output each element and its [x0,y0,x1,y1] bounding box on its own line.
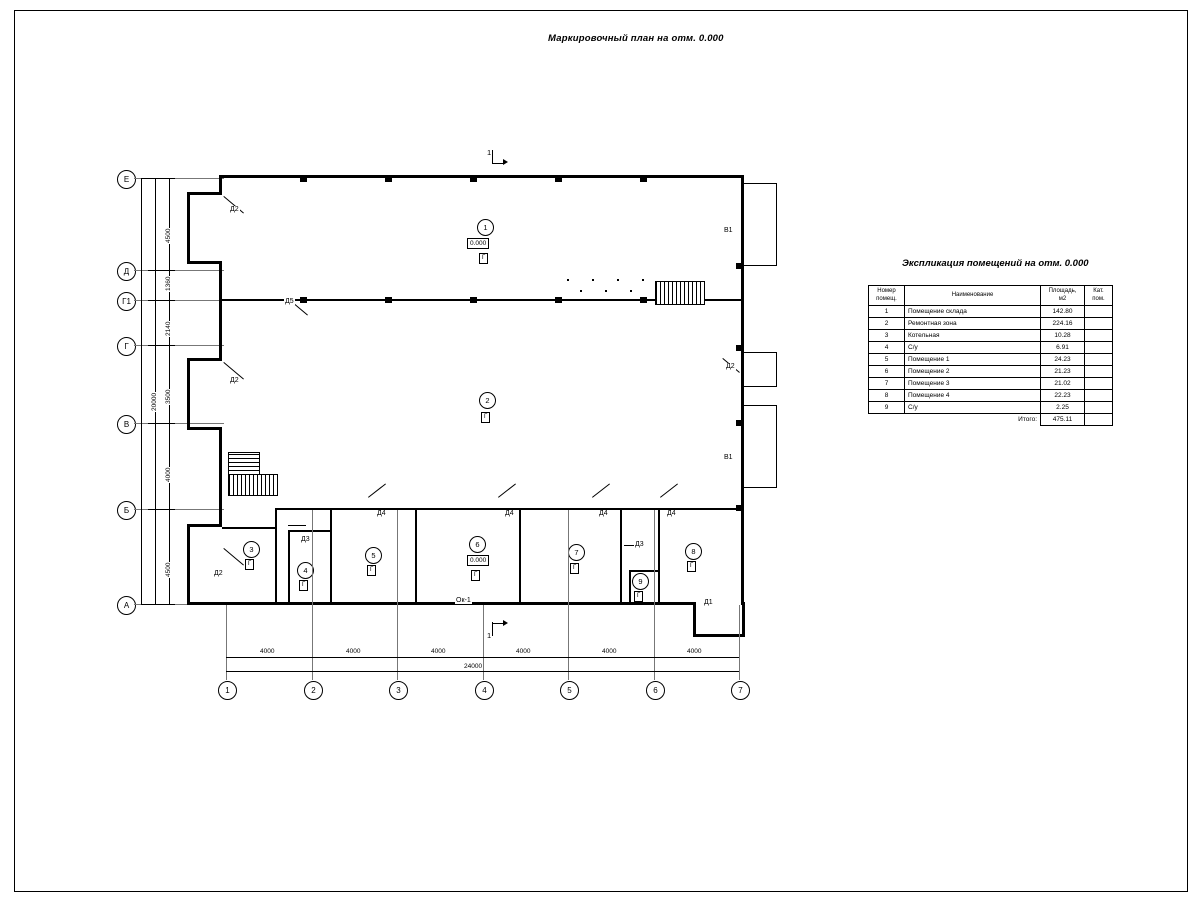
room-level-1: 0.000 [467,238,489,249]
right-proj-3-top [744,405,776,406]
cell-area: 2.25 [1041,402,1085,414]
table-row [869,342,1113,354]
axis-bubble-a: А [117,596,136,615]
dim-tick-b [148,509,175,510]
cell-number: 2 [869,318,905,330]
section-arrow-bottom [503,620,508,626]
dim-tick-v [148,423,175,424]
dim-left-1360: 1360 [165,276,172,291]
floor-dot-2 [592,279,594,281]
dim-bottom-span-6: 4000 [687,648,702,655]
axis-bubble-d: Д [117,262,136,281]
wall-left-seg2 [219,261,222,361]
dim-bottom-span-1: 4000 [260,648,275,655]
cell-number: 7 [869,378,905,390]
label-b1-top: В1 [724,227,733,234]
sheet-border [14,10,1188,892]
column-right-2 [736,345,743,351]
wall-left-recess2 [187,358,190,430]
grid-line-6 [654,510,655,680]
header-category: Кат. пом. [1085,286,1113,306]
header-name: Наименование [905,286,1041,306]
label-d2-bottom-left: Д2 [214,570,223,577]
axis-bubble-2: 2 [304,681,323,700]
table-row [869,330,1113,342]
floor-dot-6 [605,290,607,292]
axis-bubble-3: 3 [389,681,408,700]
cell-cat [1085,378,1113,390]
partition-boiler-top [222,527,276,529]
label-d4-c: Д4 [599,510,608,517]
partition-room4-left [288,530,290,604]
dim-bottom-span-3: 4000 [431,648,446,655]
label-d4-d: Д4 [667,510,676,517]
cell-cat [1085,366,1113,378]
label-b1-bottom: В1 [724,454,733,461]
partition-v-b [330,510,332,604]
partition-v-c [415,510,417,604]
wall-left-jog2-top [187,358,222,361]
cell-number: 5 [869,354,905,366]
label-d1: Д1 [704,599,713,606]
dim-left-4000: 4000 [165,467,172,482]
room-marker-5: 5 [365,547,382,564]
room-cat-4: Г [299,580,308,591]
table-row [869,390,1113,402]
cell-cat [1085,306,1113,318]
cell-name: С/у [905,402,1041,414]
right-proj-1-edge [776,183,777,266]
grid-line-1 [226,605,227,680]
label-d4-a: Д4 [377,510,386,517]
header-area: Площадь, м2 [1041,286,1085,306]
cell-name: Помещение 2 [905,366,1041,378]
wall-left-recess3 [187,524,190,605]
axis-bubble-4: 4 [475,681,494,700]
column-top-3 [470,176,477,182]
floor-dot-3 [617,279,619,281]
dim-bottom-span-4: 4000 [516,648,531,655]
right-proj-3-edge [776,405,777,488]
right-proj-1-bottom [744,265,776,266]
total-spacer-1 [869,414,905,426]
wall-left-jog1-bot [187,261,222,264]
axis-bubble-5: 5 [560,681,579,700]
section-mark-top-line [492,150,493,164]
total-label: Итого: [1018,416,1037,424]
right-proj-3-bottom [744,487,776,488]
total-cat [1085,414,1113,426]
room-cat-7: Г [570,563,579,574]
explication-table [868,285,1113,426]
cell-name: Ремонтная зона [905,318,1041,330]
floor-dot-5 [580,290,582,292]
total-area: 475.11 [1041,414,1085,426]
table-row [869,378,1113,390]
grid-line-3 [397,510,398,680]
room-marker-7: 7 [568,544,585,561]
wall-left-seg3 [219,427,222,527]
room-marker-2: 2 [479,392,496,409]
stairs-left-lower [228,474,278,496]
partition-v-a [275,508,277,604]
room-marker-1: 1 [477,219,494,236]
dim-bottom-total: 24000 [464,663,483,670]
dim-tick-g1 [148,300,175,301]
wall-left-recess1 [187,192,190,264]
cell-name: Котельная [905,330,1041,342]
right-proj-2-top [744,352,776,353]
cell-number: 8 [869,390,905,402]
dim-chain-bottom-total [226,671,739,672]
cell-area: 21.02 [1041,378,1085,390]
room-marker-3: 3 [243,541,260,558]
axis-bubble-6: 6 [646,681,665,700]
dim-tick-e [141,178,175,179]
grid-line-5 [568,510,569,680]
table-total-row [869,414,1113,426]
table-row [869,366,1113,378]
wall-right-entry-left [693,602,696,637]
table-row [869,318,1113,330]
grid-line-2 [312,510,313,680]
dim-bottom-span-5: 4000 [602,648,617,655]
table-row [869,306,1113,318]
wall-right-entry-right [742,602,745,637]
axis-bubble-7: 7 [731,681,750,700]
right-proj-1-top [744,183,776,184]
wall-left-jog3-top [187,524,222,527]
wall-top [219,175,744,178]
wall-right-entry-bottom [693,634,745,637]
dim-bottom-span-2: 4000 [346,648,361,655]
dim-tick-g [148,345,175,346]
cell-number: 4 [869,342,905,354]
section-mark-top-label: 1 [487,148,492,157]
dim-chain-left-total [141,178,142,604]
grid-line-4 [483,605,484,680]
axis-bubble-1: 1 [218,681,237,700]
header-number: Номер помещ. [869,286,905,306]
label-d5: Д5 [285,298,294,305]
section-mark-bottom-label: 1 [487,631,492,640]
table-row [869,402,1113,414]
wall-left-jog3-bot [187,602,222,605]
room-marker-6: 6 [469,536,486,553]
dim-tick-a [141,604,175,605]
cell-name: Помещение 3 [905,378,1041,390]
room-cat-8: Г [687,561,696,572]
door-leader-d3-left [288,525,306,536]
cell-area: 10.28 [1041,330,1085,342]
axis-bubble-e: Е [117,170,136,189]
room-cat-1: Г [479,253,488,264]
label-d3-right: Д3 [635,541,644,548]
dim-left-total: 20000 [151,392,158,411]
cell-cat [1085,330,1113,342]
column-right-3 [736,420,743,426]
explication-title: Экспликация помещений на отм. 0.000 [902,258,1089,269]
room-marker-4: 4 [297,562,314,579]
cell-cat [1085,354,1113,366]
section-arrow-top [503,159,508,165]
cell-cat [1085,402,1113,414]
dim-left-4500-bottom: 4500 [165,562,172,577]
cell-cat [1085,390,1113,402]
table-header-row [869,286,1113,306]
cell-name: Помещение 1 [905,354,1041,366]
axis-bubble-b: Б [117,501,136,520]
partition-v-d [519,510,521,604]
stairs-left-upper [228,452,260,476]
room-marker-9: 9 [632,573,649,590]
dim-left-3500: 3500 [165,389,172,404]
column-top-1 [300,176,307,182]
cell-number: 6 [869,366,905,378]
cell-number: 1 [869,306,905,318]
partition-wc9-top [630,570,660,572]
right-proj-2-bottom [744,386,776,387]
cell-name: Помещение склада [905,306,1041,318]
cell-area: 224.16 [1041,318,1085,330]
room-cat-3: Г [245,559,254,570]
floor-dot-4 [642,279,644,281]
partition-v-e [620,510,622,604]
column-top-2 [385,176,392,182]
room-cat-6: Г [471,570,480,581]
room-level-6: 0.000 [467,555,489,566]
dim-left-4500-top: 4500 [165,228,172,243]
floor-dot-7 [630,290,632,292]
label-d2-right: Д2 [726,363,735,370]
axis-bubble-v: В [117,415,136,434]
column-top-5 [640,176,647,182]
room-cat-2: Г [481,412,490,423]
room-cat-9: Г [634,591,643,602]
column-right-1 [736,263,743,269]
cell-number: 9 [869,402,905,414]
label-d2-mid-left: Д2 [230,377,239,384]
table-row [869,354,1113,366]
axis-bubble-g: Г [117,337,136,356]
dim-left-2140: 2140 [165,321,172,336]
cell-name: С/у [905,342,1041,354]
plan-title: Маркировочный план на отм. 0.000 [548,33,724,44]
wall-right-seg2 [741,357,744,605]
grid-line-7 [739,605,740,680]
cell-area: 24.23 [1041,354,1085,366]
label-d4-b: Д4 [505,510,514,517]
partition-v-f [658,510,660,604]
floor-dot-1 [567,279,569,281]
section-mark-bottom-line [492,622,493,636]
cell-name: Помещение 4 [905,390,1041,402]
right-proj-2-edge [776,352,777,387]
dim-tick-d [148,270,175,271]
column-top-4 [555,176,562,182]
cell-number: 3 [869,330,905,342]
stairs-warehouse [655,281,705,305]
partition-wc9-left [629,570,631,604]
cell-area: 142.80 [1041,306,1085,318]
cell-area: 22.23 [1041,390,1085,402]
cell-area: 6.91 [1041,342,1085,354]
room-marker-8: 8 [685,543,702,560]
label-d3-left: Д3 [301,536,310,543]
cell-cat [1085,342,1113,354]
cell-cat [1085,318,1113,330]
cell-area: 21.23 [1041,366,1085,378]
dim-chain-bottom-inner [226,657,739,658]
room-cat-5: Г [367,565,376,576]
label-ok1: Ок-1 [456,597,471,604]
label-d2-top-left: Д2 [230,206,239,213]
axis-bubble-g1: Г1 [117,292,136,311]
wall-left-jog2-bot [187,427,222,430]
wall-left-jog1-top [187,192,222,195]
